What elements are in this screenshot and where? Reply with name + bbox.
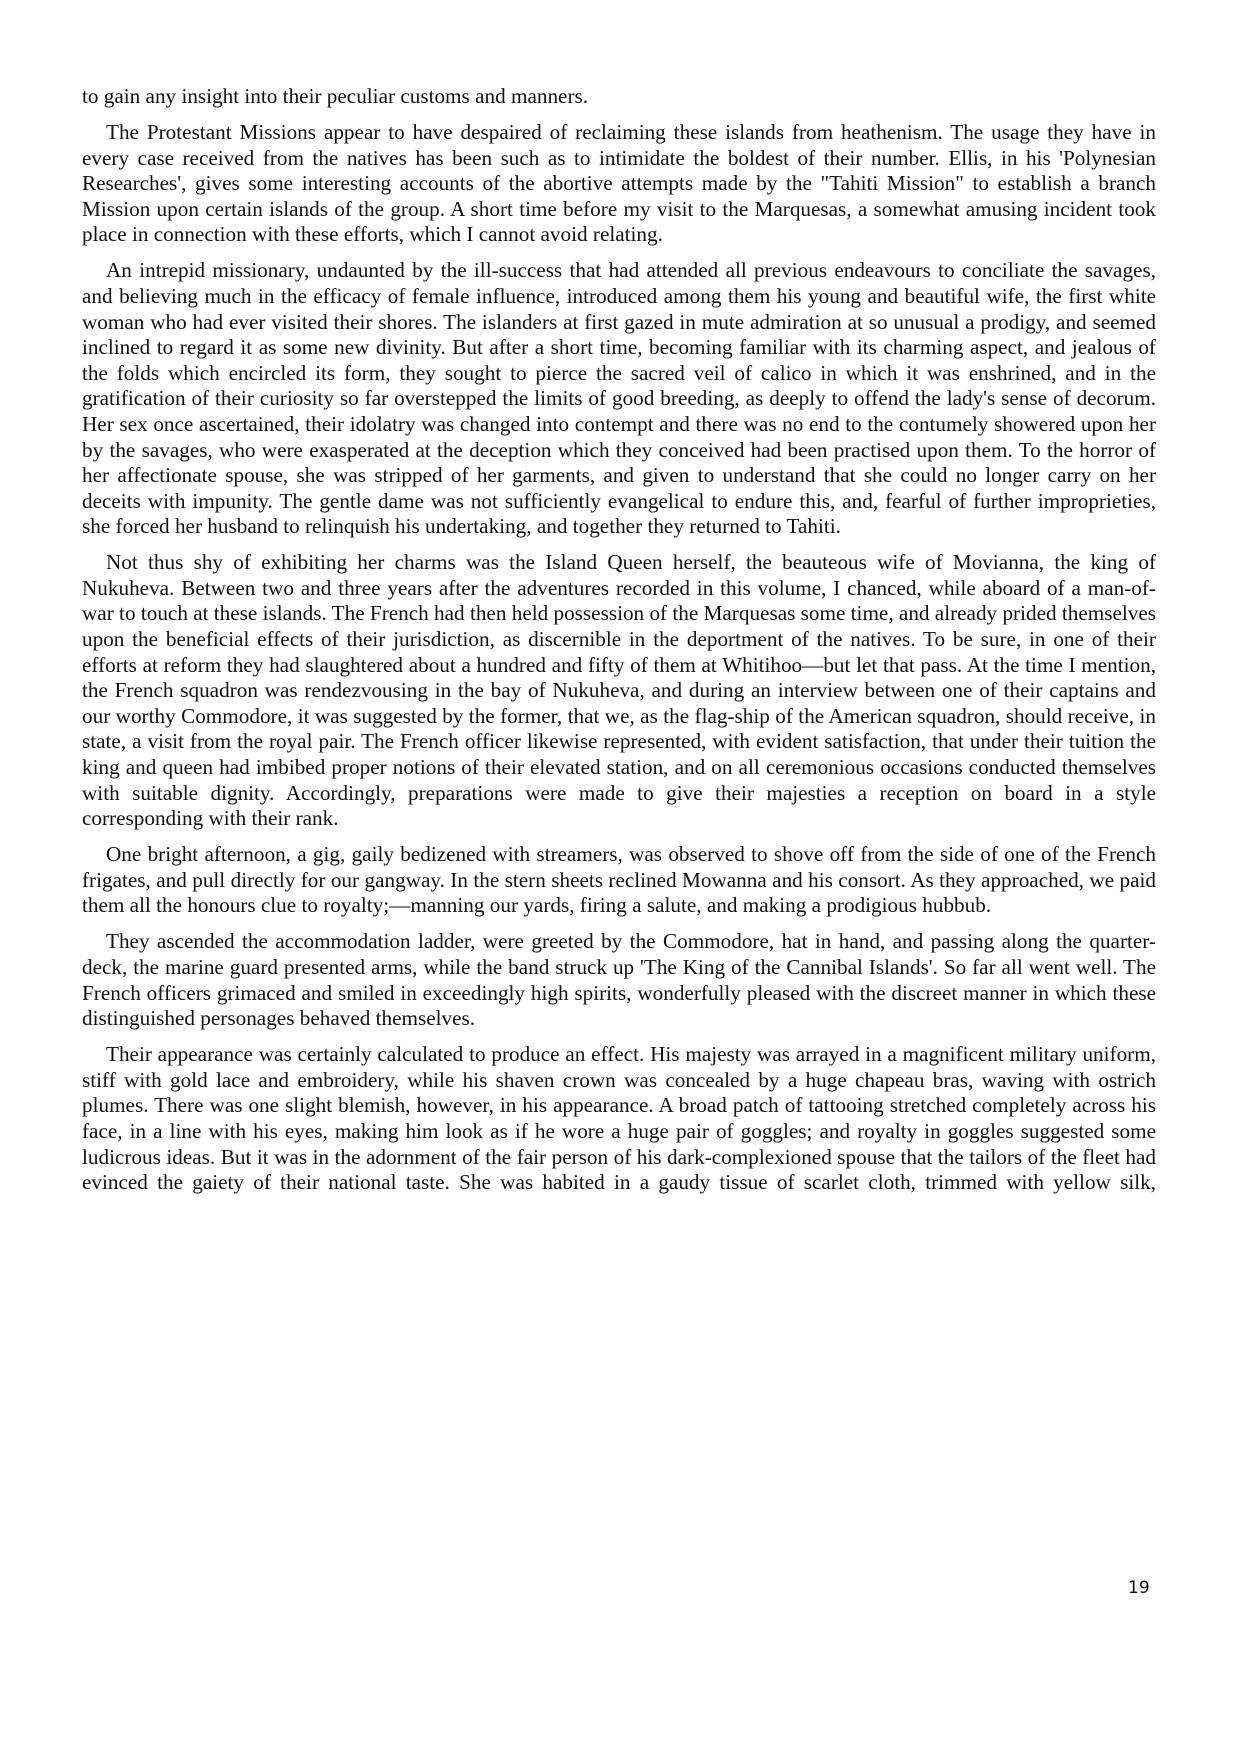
paragraph-protestant-missions: The Protestant Missions appear to have despaired of reclaiming these islands from heathenism. The usage they have in every case received from the natives has been such as to intimidate the boldest of their number. Ellis, in his 'Polynesian Researches', gives some interesting accounts of the abortive attempts made by the "Tahiti Mission" to establish a branch Mission upon certain islands of the group. A short time before my visit to the Marquesas, a somewhat amusing incident took place in connection with these efforts, which I cannot avoid relating. — [82, 119, 1156, 247]
paragraph-accommodation-ladder: They ascended the accommodation ladder, were greeted by the Commodore, hat in hand, and passing along the quarter-deck, the marine guard presented arms, while the band struck up 'The King of the Cannibal Islands'. So far all went well. The French officers grimaced and smiled in exceedingly high spirits, wonderfully pleased with the discreet manner in which these distinguished personages behaved themselves. — [82, 929, 1156, 1031]
document-page — [82, 84, 1156, 1206]
paragraph-continuation: to gain any insight into their peculiar customs and manners. — [82, 84, 589, 108]
paragraph-island-queen: Not thus shy of exhibiting her charms was the Island Queen herself, the beauteous wife of Movianna, the king of Nukuheva. Between two and three years after the adventures recorded in this volume, I chanced, while aboard of a man-of-war to touch at these islands. The French had then held possession of the Marquesas some time, and already prided themselves upon the beneficial effects of their jurisdiction, as discernible in the deportment of the natives. To be sure, in one of their efforts at reform they had slaughtered about a hundred and fifty of them at Whitihoo—but let that pass. At the time I mention, the French squadron was rendezvousing in the bay of Nukuheva, and during an interview between one of their captains and our worthy Commodore, it was suggested by the former, that we, as the flag-ship of the American squadron, should receive, in state, a visit from the royal pair. The French officer likewise represented, with evident satisfaction, that under their tuition the king and queen had imbibed proper notions of their elevated station, and on all ceremonious occasions conducted themselves with suitable dignity. Accordingly, preparations were made to give their majesties a reception on board in a style corresponding with their rank. — [82, 550, 1157, 831]
paragraph-intrepid-missionary: An intrepid missionary, undaunted by the ill-success that had attended all previous endeavours to conciliate the savages, and believing much in the efficacy of female influence, introduced among them his young and beautiful wife, the first white woman who had ever visited their shores. The islanders at first gazed in mute admiration at so unusual a prodigy, and seemed inclined to regard it as some new divinity. But after a short time, becoming familiar with its charming aspect, and jealous of the folds which encircled its form, they sought to pierce the sacred veil of calico in which it was enshrined, and in the gratification of their curiosity so far overstepped the limits of good breeding, as deeply to offend the lady's sense of decorum. Her sex once ascertained, their idolatry was changed into contempt and there was no end to the contumely showered upon her by the savages, who were exasperated at the deception which they conceived had been practised upon them. To the horror of her affectionate spouse, she was stripped of her garments, and given to understand that she could no longer carry on her deceits with impunity. The gentle dame was not sufficiently evangelical to endure this, and, fearful of further improprieties, she forced her husband to relinquish his undertaking, and together they returned to Tahiti. — [82, 258, 1156, 539]
page-number: 19 — [1128, 1578, 1150, 1598]
paragraph-bright-afternoon: One bright afternoon, a gig, gaily bedizened with streamers, was observed to shove off from the side of one of the French frigates, and pull directly for our gangway. In the stern sheets reclined Mowanna and his consort. As they approached, we paid them all the honours clue to royalty;—manning our yards, firing a salute, and making a prodigious hubbub. — [82, 842, 1156, 918]
paragraph-appearance: Their appearance was certainly calculated to produce an effect. His majesty was arrayed in a magnificent military uniform, stiff with gold lace and embroidery, while his shaven crown was concealed by a huge chapeau bras, waving with ostrich plumes. There was one slight blemish, however, in his appearance. A broad patch of tattooing stretched completely across his face, in a line with his eyes, making him look as if he wore a huge pair of goggles; and royalty in goggles suggested some ludicrous ideas. But it was in the adornment of the fair person of his dark-complexioned spouse that the tailors of the fleet had evinced the gaiety of their national taste. She was habited in a gaudy tissue of scarlet cloth, trimmed with yellow silk, — [82, 1042, 1156, 1195]
